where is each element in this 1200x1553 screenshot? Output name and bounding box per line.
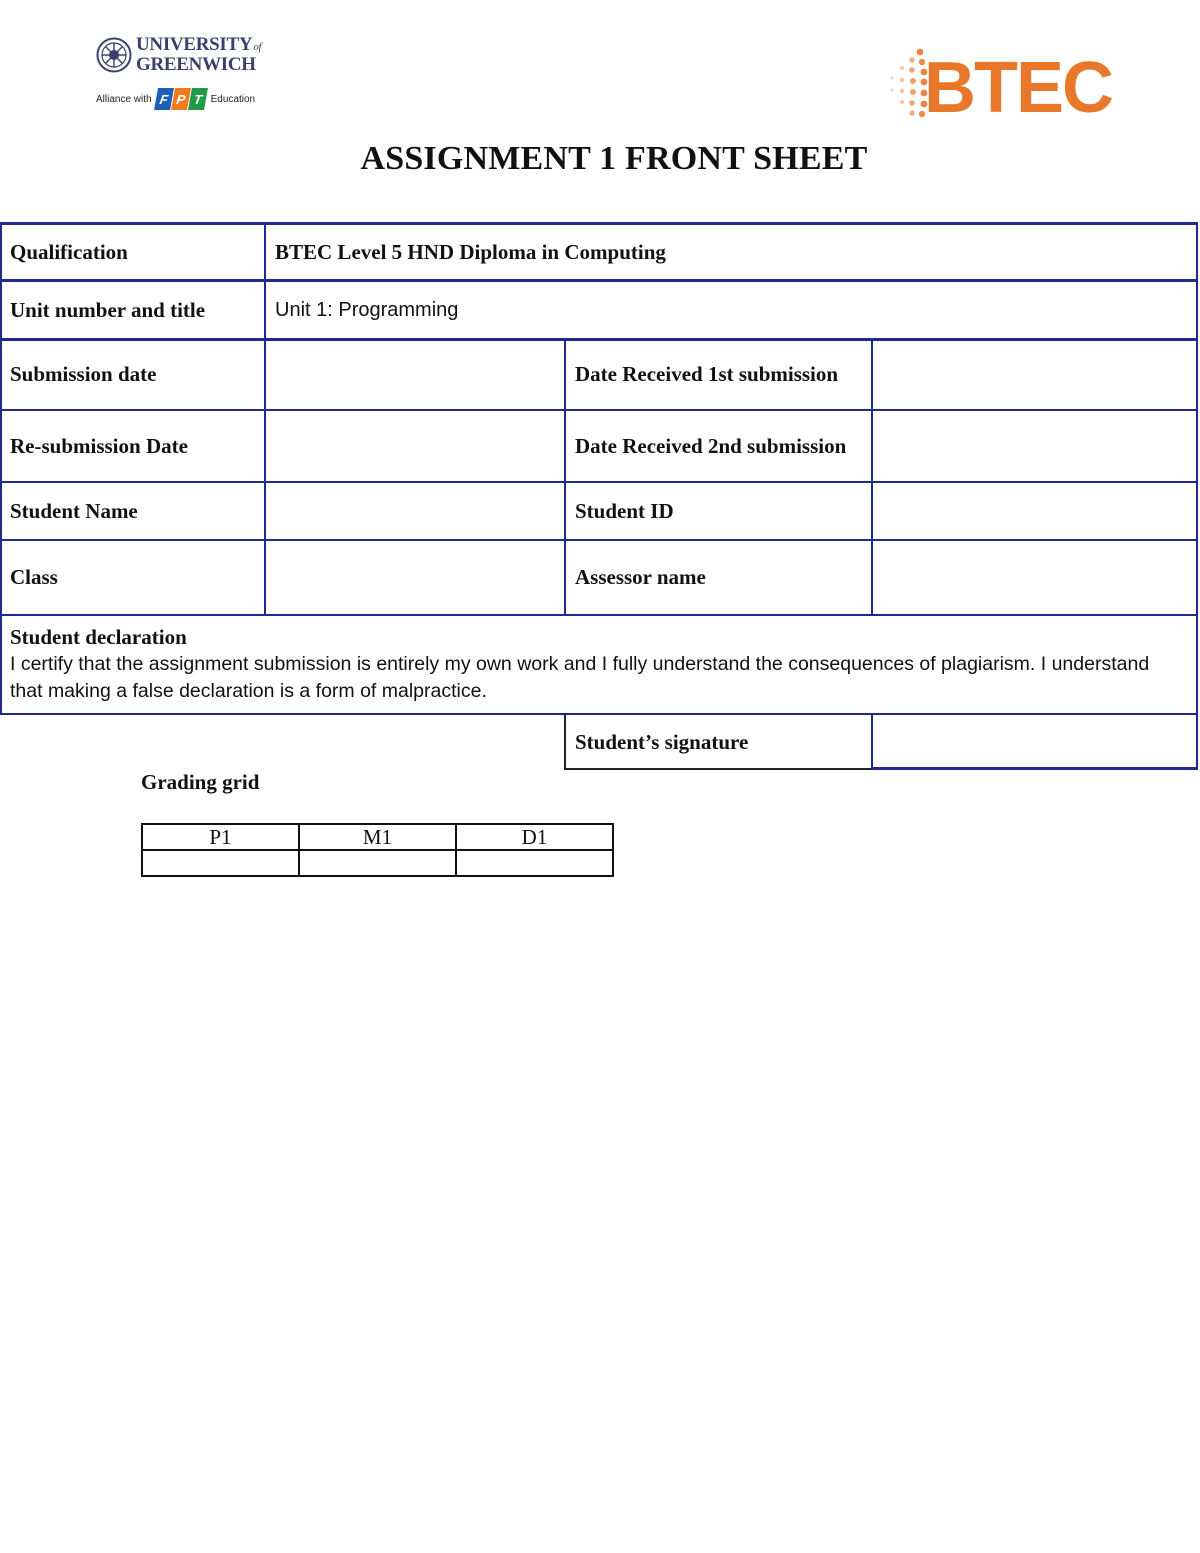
table-rule: [0, 713, 1198, 715]
qualification-label: Qualification: [10, 240, 128, 264]
grading-grid: [141, 823, 614, 877]
alliance-suffix: Education: [210, 93, 256, 105]
fpt-letter-t: T: [188, 88, 208, 110]
table-rule: [564, 713, 566, 770]
alliance-prefix: Alliance with: [96, 93, 152, 105]
table-rule: [0, 481, 1198, 483]
declaration-text: I certify that the assignment submission is entirely my own work and I fully understand the consequences of plagiarism. I understand that making a false declaration is a form of malpractice.: [10, 653, 1150, 702]
student-declaration: [0, 615, 1197, 714]
signature-field[interactable]: [872, 714, 1197, 770]
unit-value[interactable]: Unit 1: Programming: [275, 298, 459, 321]
fpt-logo: [156, 88, 207, 110]
table-rule: [0, 279, 1198, 282]
resubmission-date-field[interactable]: [265, 410, 565, 482]
table-rule: [0, 222, 2, 715]
university-seal-icon: [96, 37, 132, 73]
table-rule: [0, 409, 1198, 411]
grade-value-m1[interactable]: [299, 850, 456, 876]
date-received-1st-label: Date Received 1st submission: [575, 362, 839, 386]
date-received-1st-field[interactable]: [872, 339, 1197, 410]
table-rule: [0, 614, 1198, 616]
page-title: ASSIGNMENT 1 FRONT SHEET: [360, 140, 868, 177]
unit-label: Unit number and title: [10, 297, 206, 322]
table-rule: [264, 222, 266, 616]
student-id-field[interactable]: [872, 482, 1197, 540]
table-rule: [564, 338, 566, 616]
grade-header-d1: D1: [456, 824, 613, 850]
fpt-letter-f: F: [154, 88, 174, 110]
university-name-of: of: [253, 41, 262, 53]
submission-date-label: Submission date: [10, 362, 157, 386]
submission-date-field[interactable]: [265, 339, 565, 410]
student-name-label: Student Name: [10, 498, 138, 523]
university-of-greenwich-logo: [96, 36, 266, 121]
student-id-label: Student ID: [575, 498, 674, 523]
grading-grid-header-row: [142, 824, 613, 850]
btec-wordmark: BTEC: [924, 48, 1112, 128]
table-rule: [0, 338, 1198, 341]
qualification-value[interactable]: BTEC Level 5 HND Diploma in Computing: [275, 240, 666, 264]
grading-grid-title: Grading grid: [141, 770, 260, 794]
grade-header-p1: P1: [142, 824, 299, 850]
table-rule: [871, 338, 873, 616]
fpt-letter-p: P: [171, 88, 191, 110]
table-rule: [872, 767, 1198, 770]
assessor-name-field[interactable]: [872, 540, 1197, 615]
grade-value-p1[interactable]: [142, 850, 299, 876]
class-field[interactable]: [265, 540, 565, 615]
btec-logo: [884, 46, 1124, 126]
declaration-heading: Student declaration: [10, 625, 187, 649]
date-received-2nd-label: Date Received 2nd submission: [575, 433, 847, 458]
grade-value-d1[interactable]: [456, 850, 613, 876]
university-name-line2: GREENWICH: [136, 54, 256, 75]
student-name-field[interactable]: [265, 482, 565, 540]
class-label: Class: [10, 565, 58, 589]
table-rule: [871, 713, 873, 770]
assessor-name-label: Assessor name: [575, 565, 706, 589]
resubmission-date-label: Re-submission Date: [10, 433, 188, 458]
grade-header-m1: M1: [299, 824, 456, 850]
table-rule: [0, 222, 1198, 225]
university-name-line1: UNIVERSITY: [136, 34, 253, 55]
grading-grid-value-row: [142, 850, 613, 876]
date-received-2nd-field[interactable]: [872, 410, 1197, 482]
signature-label: Student’s signature: [575, 729, 749, 754]
table-rule: [0, 539, 1198, 541]
table-rule: [565, 768, 872, 770]
fpt-alliance-line: [96, 88, 255, 110]
table-rule: [1196, 222, 1198, 770]
